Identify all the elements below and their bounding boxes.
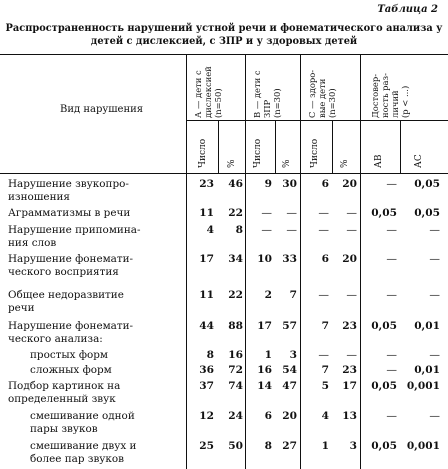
row-label: [8, 207, 178, 220]
row-label: [8, 380, 178, 406]
group-header-b: [252, 62, 282, 118]
table-cell: 22: [228, 207, 243, 219]
table-cell: 1: [264, 349, 272, 361]
group-header-line: В — дети с: [252, 70, 262, 118]
row-label-line: изношения: [8, 191, 70, 203]
header-top-rule: [0, 54, 448, 55]
table-cell: 25: [199, 440, 214, 452]
table-cell: 57: [282, 320, 297, 332]
row-label: [8, 224, 178, 250]
sub-header-count-b: Число: [253, 138, 263, 168]
table-cell: 54: [282, 364, 297, 376]
row-label-line: более пар звуков: [30, 453, 125, 465]
table-cell: 36: [199, 364, 214, 376]
table-cell: 13: [342, 410, 357, 422]
table-cell: 0,01: [414, 320, 440, 332]
table-cell: 3: [289, 349, 297, 361]
row-label: [8, 178, 178, 204]
table-cell: —: [429, 410, 440, 422]
group-header-line: С — здоро-: [307, 69, 317, 118]
table-cell: 17: [342, 380, 357, 392]
table-cell: —: [386, 349, 397, 361]
group-header-line: личий: [390, 90, 400, 118]
column-header-type: Вид нарушения: [60, 104, 144, 115]
table-cell: 0,05: [371, 320, 397, 332]
row-label-line: простых форм: [30, 349, 108, 361]
table-cell: —: [318, 224, 329, 236]
table-cell: 8: [235, 224, 243, 236]
table-cell: 16: [257, 364, 272, 376]
table-cell: —: [286, 224, 297, 236]
row-label-line: Нарушение звукопро-: [8, 178, 129, 190]
table-number: Таблица 2: [377, 4, 438, 15]
table-cell: 10: [257, 253, 272, 265]
table-cell: 6: [264, 410, 272, 422]
table-cell: 4: [206, 224, 214, 236]
table-cell: —: [429, 224, 440, 236]
table-cell: —: [286, 207, 297, 219]
row-label-line: ческого анализа:: [8, 333, 103, 345]
table-cell: 11: [199, 289, 214, 301]
table-cell: 8: [206, 349, 214, 361]
table-cell: —: [386, 253, 397, 265]
table-cell: 7: [321, 320, 329, 332]
table-cell: 34: [228, 253, 243, 265]
table-cell: —: [386, 224, 397, 236]
table-cell: 33: [282, 253, 297, 265]
table-caption: [4, 22, 444, 48]
table-cell: —: [386, 364, 397, 376]
row-label-line: Нарушение припомина-: [8, 224, 141, 236]
group-header-line: (p < ...): [400, 85, 410, 118]
table-cell: 8: [264, 440, 272, 452]
group-header-line: дислексией: [203, 66, 213, 118]
table-cell: 22: [228, 289, 243, 301]
group-header-rule: [186, 120, 448, 121]
table-cell: 0,001: [406, 380, 440, 392]
table-cell: 88: [228, 320, 243, 332]
row-label-line: Общее недоразвитие: [8, 289, 124, 301]
table-cell: 0,05: [414, 178, 440, 190]
table-cell: 24: [228, 410, 243, 422]
row-label: [8, 253, 178, 279]
row-label: [8, 320, 178, 346]
table-cell: 16: [228, 349, 243, 361]
sub-header-percent-b: %: [282, 159, 292, 168]
row-label-line: ческого восприятия: [8, 266, 119, 278]
table-cell: —: [346, 224, 357, 236]
sub-divider: [218, 121, 219, 173]
row-label-line: смешивание одной: [30, 410, 135, 422]
row-label: [8, 289, 178, 315]
table-cell: 23: [199, 178, 214, 190]
table-cell: 14: [257, 380, 272, 392]
caption-line: детей с дислексией, с ЗПР и у здоровых детей: [90, 36, 358, 47]
sub-header-percent-a: %: [227, 159, 237, 168]
table-cell: 23: [342, 364, 357, 376]
table-cell: —: [429, 349, 440, 361]
table-cell: 37: [199, 380, 214, 392]
table-cell: 6: [321, 178, 329, 190]
row-label-line: Аграмматизмы в речи: [8, 207, 131, 219]
row-label-line: смешивание двух и: [30, 440, 137, 452]
table-cell: 4: [321, 410, 329, 422]
table-cell: 3: [349, 440, 357, 452]
table-cell: —: [261, 224, 272, 236]
table-cell: 30: [282, 178, 297, 190]
table-cell: 27: [282, 440, 297, 452]
table-cell: 50: [228, 440, 243, 452]
row-label-line: ния слов: [8, 237, 57, 249]
sub-header-percent-c: %: [340, 159, 350, 168]
table-cell: 20: [342, 178, 357, 190]
table-cell: 2: [264, 289, 272, 301]
table-cell: —: [386, 410, 397, 422]
group-header-c: [307, 62, 337, 118]
table-cell: —: [318, 289, 329, 301]
sub-divider: [400, 121, 401, 173]
caption-line: Распространенность нарушений устной речи и фонематического анализа у: [5, 23, 443, 34]
table-cell: 74: [228, 380, 243, 392]
row-label-line: сложных форм: [30, 364, 112, 376]
table-cell: 0,001: [406, 440, 440, 452]
table-cell: 5: [321, 380, 329, 392]
sub-divider: [275, 121, 276, 173]
table-cell: 7: [321, 364, 329, 376]
table-cell: 17: [199, 253, 214, 265]
table-cell: 47: [282, 380, 297, 392]
table-cell: 1: [321, 440, 329, 452]
table-cell: —: [318, 349, 329, 361]
table-cell: —: [261, 207, 272, 219]
table-cell: 0,05: [414, 207, 440, 219]
table-cell: 72: [228, 364, 243, 376]
table-cell: 44: [199, 320, 214, 332]
row-label-line: речи: [8, 302, 35, 314]
group-header-line: ЗПР: [262, 99, 272, 118]
sub-divider: [332, 121, 333, 173]
group-header-line: Достовер-: [370, 73, 380, 118]
sub-header-count-c: Число: [310, 138, 320, 168]
group-header-line: ность раз-: [380, 73, 390, 118]
table-cell: —: [386, 289, 397, 301]
group-header-a: [193, 62, 223, 118]
group-header-significance: [370, 62, 410, 118]
row-label-line: пары звуков: [30, 423, 98, 435]
group-header-line: вые дети: [317, 78, 327, 118]
table-cell: 11: [199, 207, 214, 219]
table-cell: 23: [342, 320, 357, 332]
header-bottom-rule: [0, 173, 448, 174]
group-header-line: А — дети с: [193, 70, 203, 118]
table-cell: —: [346, 349, 357, 361]
table-cell: 0,05: [371, 440, 397, 452]
table-cell: —: [429, 289, 440, 301]
sub-header-count-a: Число: [198, 138, 208, 168]
table-cell: 17: [257, 320, 272, 332]
group-header-line: (n=30): [272, 88, 282, 118]
table-cell: 20: [342, 253, 357, 265]
table-cell: 0,05: [371, 380, 397, 392]
table-cell: —: [346, 207, 357, 219]
row-label-line: Нарушение фонемати-: [8, 320, 134, 332]
group-header-line: (n=50): [213, 88, 223, 118]
group-header-line: (n=30): [327, 88, 337, 118]
sub-header-ab: АВ: [374, 154, 384, 168]
row-label-line: Подбор картинок на: [8, 380, 121, 392]
table-cell: 46: [228, 178, 243, 190]
table-cell: 12: [199, 410, 214, 422]
table-cell: 6: [321, 253, 329, 265]
sub-header-ac: АС: [414, 154, 424, 168]
row-label-line: определенный звук: [8, 393, 116, 405]
table-cell: —: [386, 178, 397, 190]
table-cell: —: [318, 207, 329, 219]
table-cell: —: [346, 289, 357, 301]
table-cell: —: [429, 253, 440, 265]
table-cell: 0,05: [371, 207, 397, 219]
table-cell: 7: [289, 289, 297, 301]
table-cell: 20: [282, 410, 297, 422]
row-label-line: Нарушение фонемати-: [8, 253, 134, 265]
table-cell: 0,01: [414, 364, 440, 376]
table-cell: 9: [264, 178, 272, 190]
